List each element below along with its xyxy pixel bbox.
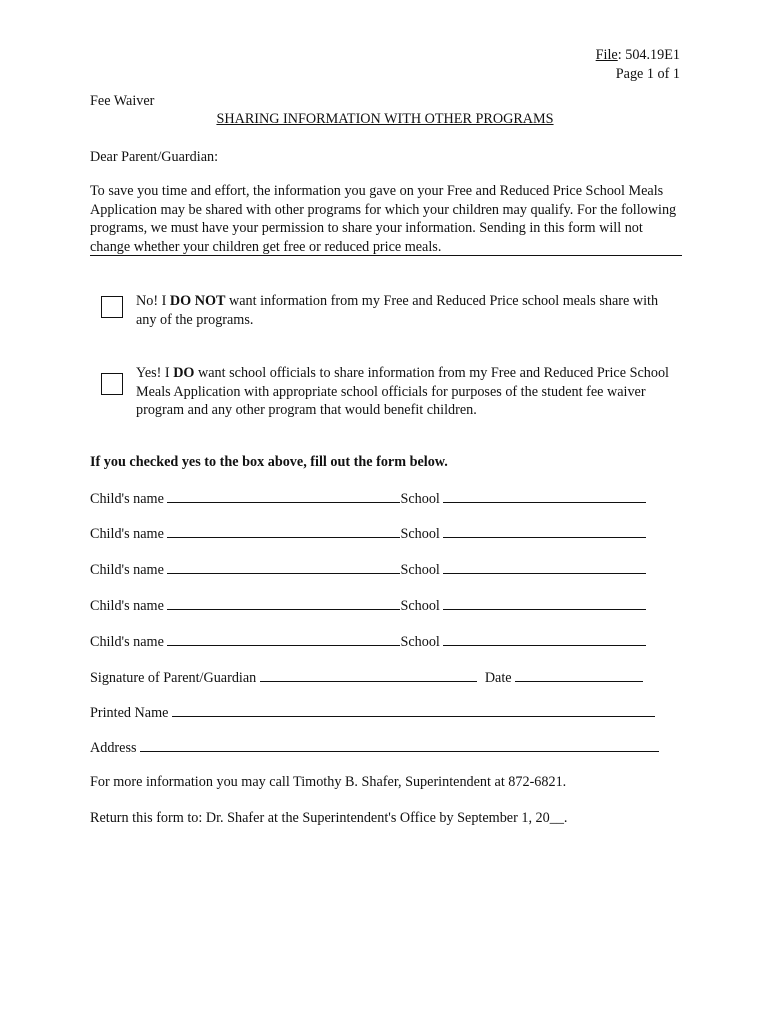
instruction: If you checked yes to the box above, fill out the form below. xyxy=(90,454,448,470)
opt-out-prefix: No! I xyxy=(136,293,170,309)
opt-in-text xyxy=(136,364,681,420)
child-row xyxy=(90,489,646,508)
opt-in-suffix: want school officials to share information from my Free and Reduced Price School Meals Application with appropriate school officials for purposes of the student fee waiver program and any other program that would benefit children. xyxy=(136,365,669,418)
child-name-field[interactable] xyxy=(167,596,400,610)
school-label: School xyxy=(400,526,444,542)
file-value: : 504.19E1 xyxy=(617,47,680,63)
signature-field[interactable] xyxy=(260,668,477,682)
file-label: File xyxy=(595,47,618,63)
divider xyxy=(90,255,682,256)
opt-out-suffix: want information from my Free and Reduced Price school meals share with any of the programs. xyxy=(136,293,659,328)
child-row xyxy=(90,560,646,579)
school-label: School xyxy=(400,562,444,578)
signature-row xyxy=(90,668,643,687)
school-label: School xyxy=(400,491,444,507)
document-label: Fee Waiver xyxy=(90,93,155,109)
child-row xyxy=(90,632,646,651)
school-field[interactable] xyxy=(443,524,646,538)
child-name-label: Child's name xyxy=(90,562,168,578)
return-instructions: Return this form to: Dr. Shafer at the Superintendent's Office by September 1, 20__. xyxy=(90,810,568,826)
child-row xyxy=(90,524,646,543)
school-field[interactable] xyxy=(443,632,646,646)
child-name-label: Child's name xyxy=(90,634,168,650)
page-number: Page 1 of 1 xyxy=(615,66,680,82)
child-name-label: Child's name xyxy=(90,491,168,507)
child-name-field[interactable] xyxy=(167,632,400,646)
child-name-label: Child's name xyxy=(90,598,168,614)
opt-out-text xyxy=(136,292,681,329)
child-name-field[interactable] xyxy=(167,560,400,574)
opt-in-prefix: Yes! I xyxy=(136,365,174,381)
file-number xyxy=(596,46,680,65)
printed-name-label: Printed Name xyxy=(90,705,172,721)
signature-label: Signature of Parent/Guardian xyxy=(90,670,260,686)
contact-info: For more information you may call Timothy B. Shafer, Superintendent at 872-6821. xyxy=(90,774,567,790)
address-label: Address xyxy=(90,740,141,756)
date-field[interactable] xyxy=(515,668,643,682)
child-name-field[interactable] xyxy=(167,489,400,503)
school-field[interactable] xyxy=(443,489,646,503)
address-row xyxy=(90,738,659,757)
address-field[interactable] xyxy=(140,738,659,752)
opt-in-checkbox[interactable] xyxy=(101,373,123,395)
school-field[interactable] xyxy=(443,596,646,610)
printed-name-row xyxy=(90,703,655,722)
school-field[interactable] xyxy=(443,560,646,574)
opt-out-checkbox[interactable] xyxy=(101,296,123,318)
document-title: SHARING INFORMATION WITH OTHER PROGRAMS xyxy=(216,111,554,127)
child-row xyxy=(90,596,646,615)
opt-out-emphasis: DO NOT xyxy=(169,293,226,309)
date-label: Date xyxy=(484,670,516,686)
school-label: School xyxy=(400,634,444,650)
school-label: School xyxy=(400,598,444,614)
intro-paragraph: To save you time and effort, the information you gave on your Free and Reduced Price School Meals Application may be shared with other programs for which your children may qualify. For the following programs, we must have your permission to share your information. Sending in this form will not change whether your children get free or reduced price meals. xyxy=(90,183,677,255)
child-name-label: Child's name xyxy=(90,526,168,542)
opt-in-emphasis: DO xyxy=(173,365,195,381)
printed-name-field[interactable] xyxy=(172,703,655,717)
salutation: Dear Parent/Guardian: xyxy=(90,149,219,165)
child-name-field[interactable] xyxy=(167,524,400,538)
